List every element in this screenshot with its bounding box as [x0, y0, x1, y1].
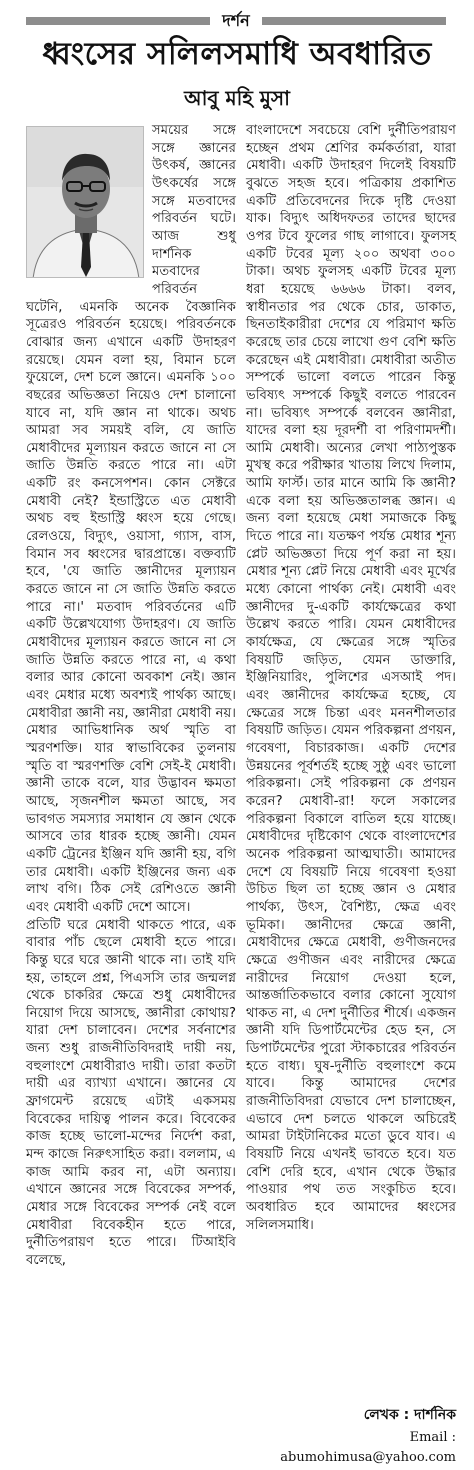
rubric-bar-right: [262, 17, 446, 25]
article-column-right: [246, 122, 456, 1234]
section-label: দর্শন: [210, 11, 261, 31]
article-column-left: [26, 122, 236, 1270]
section-rubric: [26, 11, 446, 30]
article-lead-paragraph: সময়ের সঙ্গে সঙ্গে জ্ঞানের উৎকর্ষ, জ্ঞানের উৎকর্ষের সঙ্গে সঙ্গে মতবাদের পরিবর্তন ঘটে। আজ শুধু দার্শনিক মতবাদের পরিবর্তন ঘটেনি, এমনকি অনেক বৈজ্ঞানিক সূত্রেরও পরিবর্তন হয়েছে। পরিবর্তনকে বোঝার জন্য এখানে একটি উদাহরণ রয়েছে। যেমন বলা হয়, বিমান চলে ফুয়েলে, দেশ চলে জ্ঞানে। এমনকি ১০০ বছরের অভিজ্ঞতা নিয়েও দেশ চালানো যাবে না, যদি জ্ঞান না থাকে। অথচ আমরা সব সময়ই বলি, যে জাতি মেধাবীদের মূল্যায়ন করতে জানে না সে জাতি উন্নতি করতে পারে না। এটা একটি রং কনসেপশন। কোন সেক্টরে মেধাবী নেই? ইন্ডাস্ট্রিতে এত মেধাবী অথচ বহু ইন্ডাস্ট্রি ধ্বংস হয়ে গেছে। রেলওয়ে, বিদ্যুৎ, ওয়াসা, গ্যাস, বাস, বিমান সব ধ্বংসের দ্বারপ্রান্তে। বক্তব্যটি হবে, 'যে জাতি জ্ঞানীদের মূল্যায়ন করতে জানে না সে জাতি উন্নতি করতে পারে না।' মতবাদ পরিবর্তনের এটি একটি উল্লেখযোগ্য উদাহরণ। যে জাতি মেধাবীদের মূল্যায়ন করতে জানে না সে জাতি উন্নতি করতে পারে না, এ কথা বলার আর কোনো অবকাশ নেই। জ্ঞান এবং মেধার মধ্যে অবশ্যই পার্থক্য আছে। মেধাবীরা জ্ঞানী নয়, জ্ঞানীরা মেধাবী নয়। মেধার আভিধানিক অর্থ স্মৃতি বা স্মরণশক্তি। যার স্বাভাবিকের তুলনায় স্মৃতি বা স্মরণশক্তি বেশি সেই-ই মেধাবী। জ্ঞানী তাকে বলে, যার উদ্ভাবন ক্ষমতা আছে, সৃজনশীল ক্ষমতা আছে, সব ভাবগত সমস্যার সমাধান যে জ্ঞান থেকে আসবে তার ধারক হচ্ছে জ্ঞানী। যেমন একটি ট্রেনের ইঞ্জিন যদি জ্ঞানী হয়, বগি তার মেধাবী। একটি ইঞ্জিনের জন্য এক লাখ বগি। ঠিক সেই রেশিওতে জ্ঞানী এবং মেধাবী একটি দেশে আসে।: [26, 123, 236, 915]
article-paragraph: বাংলাদেশে সবচেয়ে বেশি দুর্নীতিপরায়ণ হচ্ছেন প্রথম শ্রেণির কর্মকর্তারা, যারা মেধাবী। একটি উদাহরণ দিলেই বিষয়টি বুঝতে সহজ হবে। পত্রিকায় প্রকাশিত একটি প্রতিবেদনের দিকে দৃষ্টি দেওয়া যাক। বিদ্যুৎ অধিদফতর তাদের ছাদের ওপর টবে ফুলের গাছ লাগাবে। ফুলসহ একটি টবের মূল্য ২০০ অথবা ৩০০ টাকা। অথচ ফুলসহ একটি টবের মূল্য ধরা হয়েছে ৬৬৬৬ টাকা। বলব, স্বাধীনতার পর থেকে চোর, ডাকাত, ছিনতাইকারীরা দেশের যে পরিমাণ ক্ষতি করেছে তার চেয়ে লাখো গুণ বেশি ক্ষতি করেছেন এই মেধাবীরা। মেধাবীরা অতীত সম্পর্কে ভালো বলতে পারেন কিন্তু ভবিষ্যৎ সম্পর্কে কিছুই বলতে পারবেন না। ভবিষ্যৎ সম্পর্কে বলবেন জ্ঞানীরা, যাদের বলা হয় দূরদর্শী বা পরিণামদর্শী। আমি মেধাবী। অন্যের লেখা পাঠ্যপুস্তক মুখস্থ করে পরীক্ষার খাতায় লিখে দিলাম, আমি ফার্স্ট। তার মানে আমি কি জ্ঞানী? একে বলা হয় অভিজ্ঞতালব্ধ জ্ঞান। এ জন্য বলা হয়েছে মেধা সমাজকে কিছু দিতে পারে না। যতক্ষণ পর্যন্ত মেধার শূন্য প্লেট অভিজ্ঞতা দিয়ে পূর্ণ করা না হয়। মেধার শূন্য প্লেট নিয়ে মেধাবী এবং মূর্খের মধ্যে কোনো পার্থক্য নেই। মেধাবী এবং জ্ঞানীদের দু-একটি কার্যক্ষেত্রের কথা উল্লেখ করতে পারি। যেমন মেধাবীদের কার্যক্ষেত্র, যে ক্ষেত্রের সঙ্গে স্মৃতির বিষয়টি জড়িত, যেমন ডাক্তারি, ইঞ্জিনিয়ারিং, পুলিশের এসআই পদ। এবং জ্ঞানীদের কার্যক্ষেত্র হচ্ছে, যে ক্ষেত্রের সঙ্গে চিন্তা এবং মননশীলতার বিষয়টি জড়িত। যেমন পরিকল্পনা প্রণয়ন, গবেষণা, বিচারকাজ। একটি দেশের উন্নয়নের পূর্বশর্তই হচ্ছে সুষ্ঠু এবং ভালো পরিকল্পনা। সেই পরিকল্পনা কে প্রণয়ন করেন? মেধাবী-রা! ফলে সকালের পরিকল্পনা বিকালে বাতিল হয়ে যাচ্ছে। মেধাবীদের দৃষ্টিকোণ থেকে বাংলাদেশের অনেক পরিকল্পনা আত্মঘাতী। আমাদের দেশে যে বিষয়টি নিয়ে গবেষণা হওয়া উচিত ছিল তা হচ্ছে জ্ঞান ও মেধার পার্থক্য, উৎস, বৈশিষ্ট্য, ক্ষেত্র এবং ভূমিকা। জ্ঞানীদের ক্ষেত্রে জ্ঞানী, মেধাবীদের ক্ষেত্রে মেধাবী, গুণীজনদের ক্ষেত্রে গুণীজন এবং নারীদের ক্ষেত্রে নারীদের নিয়োগ দেওয়া হলে, আন্তর্জাতিকভাবে বলার কোনো সুযোগ থাকত না, এ দেশ দুর্নীতির শীর্ষে। একজন জ্ঞানী যদি ডিপার্টমেন্টের হেড হন, সে ডিপার্টমেন্টের পুরো স্টাকচারের পরিবর্তন হতে বাধ্য। ঘুষ-দুর্নীতি বহুলাংশে কমে যাবে। কিন্তু আমাদের দেশের রাজনীতিবিদরা যেভাবে দেশ চালাচ্ছেন, এভাবে দেশ চলতে থাকলে অচিরেই আমরা টাইটানিকের মতো ডুবে যাব। এ বিষয়টি নিয়ে এখনই ভাবতে হবে। যত বেশি দেরি হবে, এখান থেকে উদ্ধার পাওয়ার পথ তত সংকুচিত হবে। অবধারিত হবে আমাদের ধ্বংসের সলিলসমাধি।: [246, 123, 456, 1233]
author-email: Email : abumohimusa@yahoo.com: [280, 1430, 456, 1465]
article-headline: ধ্বংসের সলিলসমাধি অবধারিত: [42, 36, 432, 72]
author-credit: লেখক : দার্শনিক: [363, 1407, 456, 1423]
author-name: আবু মহি মুসা: [184, 86, 290, 110]
rubric-bar-left: [26, 17, 210, 25]
article-paragraph: প্রতিটি ঘরে মেধাবী থাকতে পারে, এক বাবার পাঁচ ছেলে মেধাবী হতে পারে। কিন্তু ঘরে ঘরে জ্ঞানী থাকে না। তাই যদি হয়, তাহলে প্রশ্ন, পিএসসি তার জন্মলগ্ন থেকে চাকরির ক্ষেত্রে শুধু মেধাবীদের নিয়োগ দিয়ে আসছে, জ্ঞানীরা কোথায়? যারা দেশ চালাবেন। দেশের সর্বনাশের জন্য শুধু রাজনীতিবিদরাই দায়ী নয়, বহুলাংশে মেধাবীরাও দায়ী। তারা কতটা দায়ী এর ব্যাখ্যা এখানে। জ্ঞানের যে ফ্রাগমেন্ট রয়েছে এটাই একসময় বিবেকের দায়িত্ব পালন করে। বিবেকের কাজ হচ্ছে ভালো-মন্দের নির্দেশ করা, মন্দ কাজে নিরুৎসাহিত করা। বললাম, এ কাজ আমি করব না, এটা অন্যায়। এখানে জ্ঞানের সঙ্গে বিবেকের সম্পর্ক, মেধার সঙ্গে বিবেকের সম্পর্ক নেই বলে মেধাবীরা বিবেকহীন হতে পারে, দুর্নীতিপরায়ণ হতে পারে। টিআইবি বলেছে,: [26, 917, 236, 1268]
author-portrait-icon: [26, 126, 144, 278]
